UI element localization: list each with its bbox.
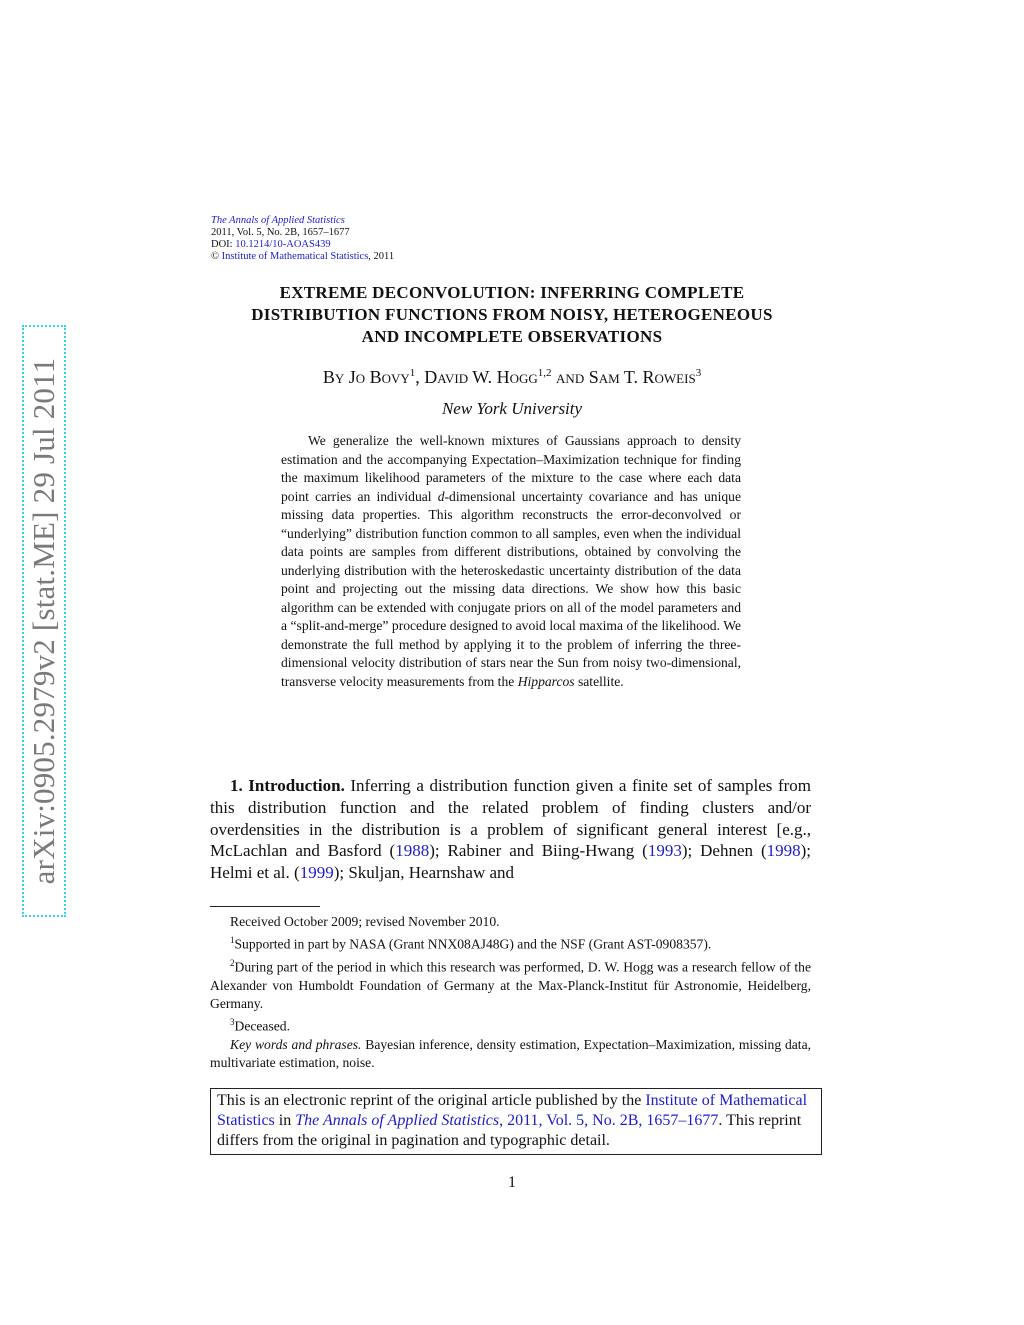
footnote-1-text: Supported in part by NASA (Grant NNX08AJ48G) and the NSF (Grant AST-0908357). bbox=[234, 936, 712, 952]
author-bovy-affil: 1 bbox=[409, 367, 416, 379]
reprint-volume-link[interactable]: 2011, Vol. 5, No. 2B, 1657–1677 bbox=[507, 1112, 719, 1129]
abstract-math-d: d bbox=[437, 488, 445, 504]
introduction-section bbox=[210, 775, 811, 884]
author-bovy: Jo Bovy bbox=[348, 367, 410, 387]
journal-volume: 2011, Vol. 5, No. 2B, 1657–1677 bbox=[211, 227, 350, 238]
intro-text-3: ); Dehnen ( bbox=[681, 841, 767, 861]
journal-info bbox=[211, 215, 394, 263]
reprint-journal-link[interactable]: The Annals of Applied Statistics bbox=[295, 1112, 500, 1129]
citation-link[interactable]: 1998 bbox=[766, 841, 801, 861]
page-number: 1 bbox=[508, 1174, 516, 1191]
and-word: and bbox=[551, 367, 589, 387]
copyright-symbol: © bbox=[211, 251, 219, 262]
keywords bbox=[210, 1036, 811, 1072]
ims-link[interactable]: Institute of Mathematical Statistics bbox=[221, 251, 369, 262]
footnotes bbox=[210, 913, 811, 1072]
citation-link[interactable]: 1988 bbox=[395, 841, 430, 861]
author-separator: , bbox=[415, 367, 425, 387]
title-line-2: DISTRIBUTION FUNCTIONS FROM NOISY, HETEROGENEOUS bbox=[251, 305, 773, 324]
author-hogg-affil: 1,2 bbox=[537, 367, 552, 379]
affiliation: New York University bbox=[441, 399, 583, 418]
abstract bbox=[281, 432, 741, 691]
footnote-3-text: Deceased. bbox=[234, 1018, 290, 1034]
reprint-text-3: , bbox=[499, 1112, 504, 1129]
keywords-list: Bayesian inference, density estimation, Expectation–Maximization, missing data, multivariate estimation, noise. bbox=[210, 1036, 812, 1071]
reprint-text-2: in bbox=[274, 1112, 296, 1129]
doi-link[interactable]: 10.1214/10-AOAS439 bbox=[235, 239, 331, 250]
journal-name-link[interactable]: The Annals of Applied Statistics bbox=[211, 215, 345, 226]
copyright-year: , 2011 bbox=[368, 251, 395, 262]
author-roweis: Sam T. Roweis bbox=[588, 367, 696, 387]
citation-link[interactable]: 1993 bbox=[647, 841, 682, 861]
doi-label: DOI: bbox=[211, 239, 233, 250]
section-heading: 1. Introduction. bbox=[230, 776, 345, 795]
reprint-ims-link[interactable]: Institute of Mathematical Statistics bbox=[217, 1092, 808, 1129]
paper-title bbox=[200, 282, 824, 348]
intro-text-5: ); Skuljan, Hearnshaw and bbox=[333, 863, 515, 883]
citation-link[interactable]: 1999 bbox=[299, 863, 334, 883]
footnote-3 bbox=[210, 1013, 811, 1036]
title-line-3: AND INCOMPLETE OBSERVATIONS bbox=[361, 327, 663, 346]
author-list bbox=[200, 367, 824, 388]
reprint-notice bbox=[210, 1088, 822, 1155]
title-line-1: EXTREME DECONVOLUTION: INFERRING COMPLETE bbox=[279, 283, 745, 302]
intro-text-4: ); Helmi et al. ( bbox=[210, 841, 811, 883]
author-hogg: David W. Hogg bbox=[424, 367, 538, 387]
author-roweis-affil: 3 bbox=[695, 367, 702, 379]
reprint-text-4: . This reprint differs from the original in pagination and typographic detail. bbox=[217, 1112, 802, 1149]
arxiv-stamp[interactable] bbox=[22, 325, 66, 917]
abstract-text-2: -dimensional uncertainty covariance and has unique missing data properties. This algorithm reconstructs the error-deconvolved or “underlying” distribution function common to all samples, even when the individual data points are samples from different distributions, obtained by convolving the underlying distribution with the heteroskedastic uncertainty distribution of the data point and projecting out the missing data directions. We show how this basic algorithm can be extended with conjugate priors on all of the model parameters and a “split-and-merge” procedure designed to avoid local maxima of the likelihood. We demonstrate the full method by applying it to the problem of inferring the three-dimensional velocity distribution of stars near the Sun from noisy two-dimensional, transverse velocity measurements from the bbox=[281, 488, 741, 689]
abstract-hipparcos: Hipparcos bbox=[517, 673, 575, 689]
abstract-text-3: satellite. bbox=[574, 673, 624, 689]
footnote-1 bbox=[210, 931, 811, 954]
keywords-label: Key words and phrases. bbox=[230, 1036, 362, 1052]
intro-text-2: ); Rabiner and Biing-Hwang ( bbox=[429, 841, 648, 861]
footnote-1-mark: 1 bbox=[230, 935, 235, 946]
received-note: Received October 2009; revised November 2010. bbox=[230, 914, 500, 929]
footnote-divider bbox=[210, 906, 320, 907]
by-word: By bbox=[322, 367, 345, 387]
footnote-2-mark: 2 bbox=[230, 957, 235, 968]
abstract-text-1: We generalize the well-known mixtures of Gaussians approach to density estimation and the accompanying Expectation–Maximization technique for finding the maximum likelihood parameters of the mixture to the case where each data point carries an individual bbox=[281, 433, 741, 504]
intro-text-1: Inferring a distribution function given a finite set of samples from this distribution function and the related problem of finding clusters and/or overdensities in the distribution is a problem of significant general interest [e.g., McLachlan and Basford ( bbox=[210, 776, 811, 861]
arxiv-id[interactable]: arXiv:0905.2979v2 [stat.ME] 29 Jul 2011 bbox=[26, 357, 61, 885]
footnote-2-text: During part of the period in which this research was performed, D. W. Hogg was a research fellow of the Alexander von Humboldt Foundation of Germany at the Max-Planck-Institut für Astronomie, Heidelberg, Germany. bbox=[210, 959, 811, 1011]
reprint-text-1: This is an electronic reprint of the original article published by the bbox=[217, 1092, 646, 1109]
footnote-3-mark: 3 bbox=[230, 1017, 235, 1028]
footnote-2 bbox=[210, 954, 811, 1013]
